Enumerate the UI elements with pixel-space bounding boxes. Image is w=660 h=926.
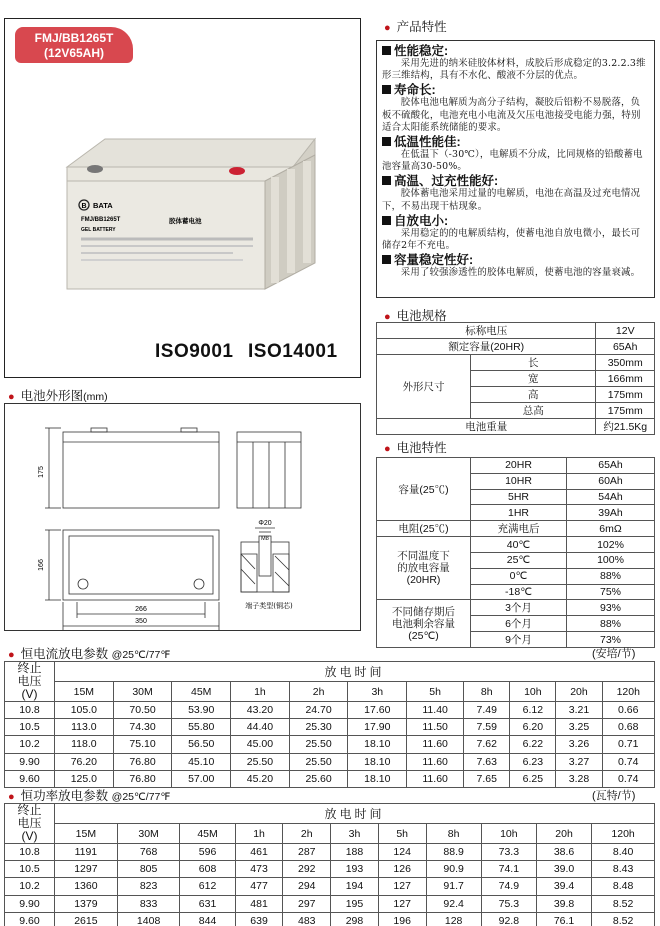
value-cell: 1379 — [55, 895, 118, 912]
table-row: 25℃ 100% — [377, 552, 655, 568]
value-cell: 39.4 — [536, 878, 591, 895]
dim-length: 350 — [135, 618, 147, 625]
features-panel — [376, 40, 655, 298]
value-cell: 287 — [283, 844, 331, 861]
cert-iso9001: ISO9001 — [155, 341, 234, 362]
voltage-cell: 9.90 — [5, 895, 55, 912]
value-cell: 44.40 — [231, 719, 290, 736]
table-row: 标称电压 12V — [377, 323, 655, 339]
value-cell: 833 — [117, 895, 180, 912]
table-row: 不同温度下 的放电容量 (20HR) 40℃ 102% — [377, 537, 655, 553]
value-cell: 294 — [283, 878, 331, 895]
value-cell: 24.70 — [289, 702, 348, 719]
stub-header: 终止 电压 (V) — [5, 804, 55, 844]
value-cell: 73.3 — [481, 844, 536, 861]
feature-item — [382, 44, 649, 82]
table-row — [5, 719, 655, 736]
table-row: 电阻(25℃) 充满电后 6mΩ — [377, 521, 655, 537]
value-cell: 25.60 — [289, 770, 348, 787]
value-cell: 74.9 — [481, 878, 536, 895]
dim-inner-length: 266 — [135, 606, 147, 613]
time-header: 放电时间 — [55, 804, 655, 824]
table-row — [5, 736, 655, 753]
value-cell: 7.62 — [464, 736, 510, 753]
dimension-drawing — [4, 403, 361, 631]
value-cell: 6.23 — [510, 753, 556, 770]
table-row: 宽 166mm — [377, 371, 655, 387]
dim-terminal-dia: Φ20 — [258, 520, 272, 527]
table-row: 额定容量(20HR) 65Ah — [377, 339, 655, 355]
value-cell: 126 — [378, 861, 426, 878]
value-cell: 844 — [180, 912, 235, 926]
table-row: 6个月 88% — [377, 616, 655, 632]
value-cell: 38.6 — [536, 844, 591, 861]
value-cell: 92.8 — [481, 912, 536, 926]
square-bullet-icon — [382, 137, 391, 146]
voltage-cell: 10.5 — [5, 719, 55, 736]
value-cell: 113.0 — [55, 719, 114, 736]
value-cell: 56.50 — [172, 736, 231, 753]
value-cell: 195 — [331, 895, 379, 912]
value-cell: 768 — [117, 844, 180, 861]
value-cell: 0.74 — [602, 753, 654, 770]
feature-title: 自放电小: — [394, 213, 449, 228]
value-cell: 75.10 — [113, 736, 172, 753]
table-row: 5HR 54Ah — [377, 489, 655, 505]
constant-current-unit: (安培/节) — [592, 648, 636, 660]
feature-title: 容量稳定性好: — [394, 253, 474, 268]
value-cell: 0.74 — [602, 770, 654, 787]
feature-item — [382, 83, 649, 134]
value-cell: 127 — [378, 895, 426, 912]
constant-power-table — [4, 803, 655, 926]
constant-current-table — [4, 661, 655, 788]
value-cell: 473 — [235, 861, 283, 878]
value-cell: 608 — [180, 861, 235, 878]
product-photo-panel — [4, 18, 361, 378]
value-cell: 823 — [117, 878, 180, 895]
bullet-icon: ● — [8, 791, 15, 803]
feature-desc: 胶体电池电解质为高分子结构，凝胶后铅粉不易脱落，负板不硫酸化，电池充电小电流及欠压电池接受电能力强，特别适合太阳能系统储能的要求。 — [382, 97, 641, 133]
battery-model-print: FMJ/BB1265T — [81, 217, 121, 223]
value-cell: 7.49 — [464, 702, 510, 719]
table-row — [5, 844, 655, 861]
battery-cn-print: 胶体蓄电池 — [169, 217, 202, 225]
svg-text:B: B — [81, 203, 87, 210]
value-cell: 18.10 — [348, 753, 407, 770]
value-cell: 76.20 — [55, 753, 114, 770]
value-cell: 70.50 — [113, 702, 172, 719]
value-cell: 1297 — [55, 861, 118, 878]
value-cell: 188 — [331, 844, 379, 861]
value-cell: 0.71 — [602, 736, 654, 753]
value-cell: 297 — [283, 895, 331, 912]
feature-item — [382, 135, 649, 173]
table-row — [5, 770, 655, 787]
value-cell: 8.52 — [592, 912, 655, 926]
value-cell: 11.60 — [407, 753, 464, 770]
table-row: 9个月 73% — [377, 632, 655, 648]
value-cell: 45.10 — [172, 753, 231, 770]
value-cell: 461 — [235, 844, 283, 861]
value-cell: 25.30 — [289, 719, 348, 736]
value-cell: 2615 — [55, 912, 118, 926]
value-cell: 25.50 — [289, 753, 348, 770]
table-row — [5, 878, 655, 895]
table-row: 高 175mm — [377, 387, 655, 403]
value-cell: 92.4 — [426, 895, 481, 912]
terminal-caption: 端子类型(铜芯) — [245, 602, 293, 610]
value-cell: 127 — [378, 878, 426, 895]
table-row — [5, 861, 655, 878]
value-cell: 612 — [180, 878, 235, 895]
cert-iso14001: ISO14001 — [248, 341, 338, 362]
value-cell: 124 — [378, 844, 426, 861]
table-header-row: 15M 30M 45M 1h 2h 3h 5h 8h 10h 20h 120h — [5, 682, 655, 702]
value-cell: 91.7 — [426, 878, 481, 895]
value-cell: 481 — [235, 895, 283, 912]
table-row: 容量(25℃) 20HR 65Ah — [377, 458, 655, 474]
value-cell: 805 — [117, 861, 180, 878]
value-cell: 483 — [283, 912, 331, 926]
table-row: 总高 175mm — [377, 403, 655, 419]
features-heading: ● 产品特性 — [384, 20, 447, 34]
table-row: 10HR 60Ah — [377, 473, 655, 489]
value-cell: 90.9 — [426, 861, 481, 878]
feature-desc: 采用稳定的的电解质结构，使蓄电池自放电微小，最长可储存2年不充电。 — [382, 227, 641, 252]
value-cell: 75.3 — [481, 895, 536, 912]
value-cell: 7.59 — [464, 719, 510, 736]
dim-height: 175 — [38, 466, 45, 478]
feature-desc: 在低温下（-30℃），电解质不分成，比同规格的铅酸蓄电池容量高30-50%。 — [382, 149, 643, 173]
value-cell: 3.26 — [556, 736, 602, 753]
voltage-cell: 10.2 — [5, 736, 55, 753]
model-badge — [15, 27, 133, 63]
battery-image — [53, 127, 323, 297]
table-header-row — [5, 804, 655, 824]
value-cell: 3.28 — [556, 770, 602, 787]
model-capacity: (12V65AH) — [43, 46, 105, 60]
value-cell: 74.30 — [113, 719, 172, 736]
feature-item — [382, 253, 649, 279]
table-header-row: 15M 30M 45M 1h 2h 3h 5h 8h 10h 20h 120h — [5, 824, 655, 844]
bullet-icon: ● — [384, 443, 391, 455]
bullet-icon: ● — [8, 391, 15, 403]
value-cell: 25.50 — [231, 753, 290, 770]
dim-bolt: M8 — [261, 536, 269, 542]
value-cell: 39.0 — [536, 861, 591, 878]
value-cell: 11.50 — [407, 719, 464, 736]
table-row: 0℃ 88% — [377, 568, 655, 584]
table-row: 不同储存期后 电池剩余容量 (25℃) 3个月 93% — [377, 600, 655, 616]
feature-title: 寿命长: — [394, 83, 436, 98]
value-cell: 7.63 — [464, 753, 510, 770]
value-cell: 74.1 — [481, 861, 536, 878]
bullet-icon: ● — [384, 311, 391, 323]
table-row: 外形尺寸 长 350mm — [377, 355, 655, 371]
dim-width: 166 — [38, 559, 45, 571]
square-bullet-icon — [382, 216, 391, 225]
value-cell: 477 — [235, 878, 283, 895]
value-cell: 76.1 — [536, 912, 591, 926]
feature-item — [382, 214, 649, 252]
table-row — [5, 753, 655, 770]
table-header-row — [5, 662, 655, 682]
time-header: 放电时间 — [55, 662, 655, 682]
value-cell: 17.90 — [348, 719, 407, 736]
dimension-drawing-svg — [5, 404, 362, 632]
value-cell: 39.8 — [536, 895, 591, 912]
value-cell: 43.20 — [231, 702, 290, 719]
value-cell: 25.50 — [289, 736, 348, 753]
value-cell: 76.80 — [113, 770, 172, 787]
value-cell: 18.10 — [348, 736, 407, 753]
value-cell: 105.0 — [55, 702, 114, 719]
value-cell: 3.27 — [556, 753, 602, 770]
value-cell: 6.25 — [510, 770, 556, 787]
value-cell: 17.60 — [348, 702, 407, 719]
battery-type-print: GEL BATTERY — [81, 227, 116, 233]
voltage-cell: 10.5 — [5, 861, 55, 878]
value-cell: 8.48 — [592, 878, 655, 895]
table-row: 电池重量 约21.5Kg — [377, 419, 655, 435]
voltage-cell: 10.2 — [5, 878, 55, 895]
bullet-icon: ● — [384, 22, 391, 34]
characteristics-heading: ● 电池特性 — [384, 441, 447, 455]
square-bullet-icon — [382, 46, 391, 55]
value-cell: 128 — [426, 912, 481, 926]
value-cell: 193 — [331, 861, 379, 878]
constant-power-unit: (瓦特/节) — [592, 790, 636, 802]
voltage-cell: 9.90 — [5, 753, 55, 770]
feature-desc: 采用了较强渗透性的胶体电解质，使蓄电池的容量衰减。 — [400, 267, 641, 279]
value-cell: 292 — [283, 861, 331, 878]
stub-header: 终止 电压 (V) — [5, 662, 55, 702]
value-cell: 0.66 — [602, 702, 654, 719]
feature-title: 性能稳定: — [394, 44, 449, 58]
value-cell: 1408 — [117, 912, 180, 926]
value-cell: 53.90 — [172, 702, 231, 719]
voltage-cell: 9.60 — [5, 770, 55, 787]
value-cell: 196 — [378, 912, 426, 926]
bullet-icon: ● — [8, 649, 15, 661]
value-cell: 631 — [180, 895, 235, 912]
table-row — [5, 895, 655, 912]
feature-desc: 胶体蓄电池采用过量的电解质，电池在高温及过充电情况下，不易出现干枯现象。 — [382, 188, 641, 212]
table-row: -18℃ 75% — [377, 584, 655, 600]
value-cell: 1191 — [55, 844, 118, 861]
value-cell: 45.20 — [231, 770, 290, 787]
value-cell: 8.40 — [592, 844, 655, 861]
value-cell: 45.00 — [231, 736, 290, 753]
value-cell: 8.52 — [592, 895, 655, 912]
value-cell: 194 — [331, 878, 379, 895]
constant-current-heading: ● 恒电流放电参数 @25℃/77℉ — [8, 647, 171, 661]
battery-brand-text: BATA — [93, 201, 113, 210]
value-cell: 298 — [331, 912, 379, 926]
value-cell: 3.21 — [556, 702, 602, 719]
value-cell: 76.80 — [113, 753, 172, 770]
value-cell: 639 — [235, 912, 283, 926]
value-cell: 596 — [180, 844, 235, 861]
voltage-cell: 10.8 — [5, 844, 55, 861]
specs-heading: ● 电池规格 — [384, 309, 447, 323]
value-cell: 1360 — [55, 878, 118, 895]
square-bullet-icon — [382, 255, 391, 264]
value-cell: 57.00 — [172, 770, 231, 787]
value-cell: 11.60 — [407, 736, 464, 753]
value-cell: 7.65 — [464, 770, 510, 787]
value-cell: 6.20 — [510, 719, 556, 736]
constant-power-heading: ● 恒功率放电参数 @25℃/77℉ — [8, 789, 171, 803]
feature-title: 高温、过充性能好: — [394, 174, 499, 189]
value-cell: 11.40 — [407, 702, 464, 719]
value-cell: 18.10 — [348, 770, 407, 787]
value-cell: 11.60 — [407, 770, 464, 787]
feature-item — [382, 174, 649, 212]
table-row — [5, 702, 655, 719]
value-cell: 6.22 — [510, 736, 556, 753]
square-bullet-icon — [382, 176, 391, 185]
square-bullet-icon — [382, 85, 391, 94]
value-cell: 6.12 — [510, 702, 556, 719]
feature-desc: 采用先进的纳米硅胶体材料，成胶后形成稳定的3.2.2.3维形三维结构，具有不水化、酸液不分层的优点。 — [382, 58, 646, 82]
voltage-cell: 9.60 — [5, 912, 55, 926]
feature-title: 低温性能佳: — [394, 135, 461, 150]
table-row — [5, 912, 655, 926]
value-cell: 125.0 — [55, 770, 114, 787]
value-cell: 88.9 — [426, 844, 481, 861]
characteristics-table — [376, 457, 655, 648]
value-cell: 0.68 — [602, 719, 654, 736]
value-cell: 118.0 — [55, 736, 114, 753]
table-row: 1HR 39Ah — [377, 505, 655, 521]
model-name: FMJ/BB1265T — [34, 31, 114, 45]
value-cell: 55.80 — [172, 719, 231, 736]
value-cell: 3.25 — [556, 719, 602, 736]
drawing-heading: ● 电池外形图(mm) — [8, 389, 108, 403]
specs-table — [376, 322, 655, 435]
voltage-cell: 10.8 — [5, 702, 55, 719]
value-cell: 8.43 — [592, 861, 655, 878]
